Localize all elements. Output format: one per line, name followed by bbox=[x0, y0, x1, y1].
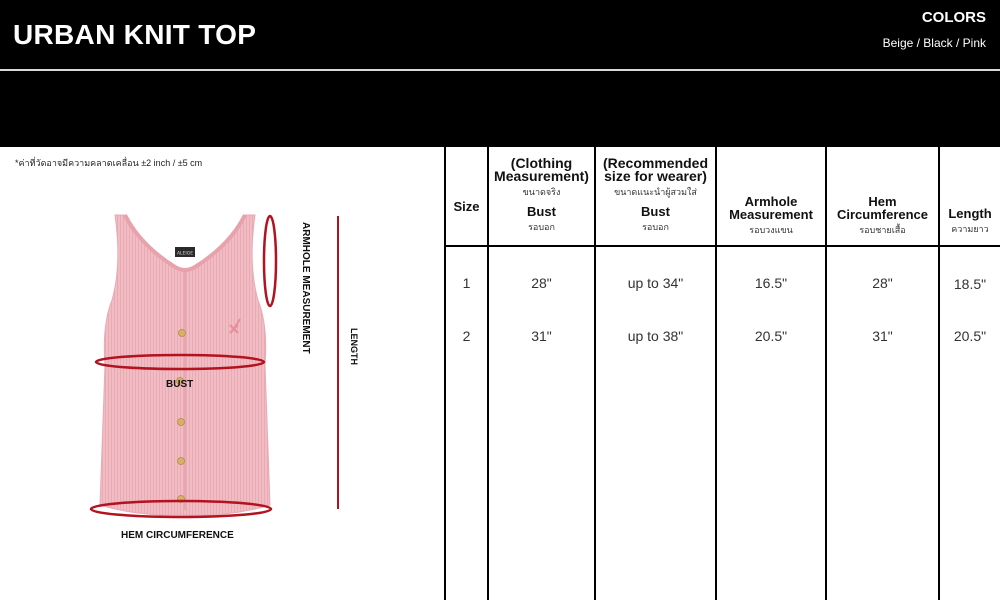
header-size bbox=[446, 200, 487, 213]
row-rec-bust: up to 34" bbox=[627, 275, 684, 291]
row-bust: 28" bbox=[531, 275, 552, 291]
row-hem: 31" bbox=[872, 328, 893, 344]
row-length: 18.5" bbox=[953, 276, 987, 292]
row-armhole: 16.5" bbox=[754, 275, 788, 291]
header-hem-label: Hem Circumference bbox=[836, 194, 929, 222]
header-bust bbox=[489, 157, 594, 234]
header-bust-label: Bust bbox=[527, 204, 556, 219]
row-size: 1 bbox=[462, 275, 471, 291]
header-rec-group: (Recommended size for wearer) bbox=[602, 155, 709, 184]
header-length-label: Length bbox=[948, 206, 992, 221]
bust-marker bbox=[96, 355, 264, 369]
header-rec-bust-th: รอบอก bbox=[642, 222, 669, 232]
length-label: LENGTH bbox=[349, 328, 359, 365]
header-armhole bbox=[717, 195, 825, 237]
measurement-note: *ค่าที่วัดอาจมีความคลาดเคลื่อน ±2 inch / ±5 cm bbox=[15, 158, 203, 168]
hem-label: HEM CIRCUMFERENCE bbox=[121, 530, 234, 541]
header-hem bbox=[827, 195, 938, 237]
header-armhole-th: รอบวงแขน bbox=[749, 225, 793, 235]
header-length-th: ความยาว bbox=[951, 224, 989, 234]
page-title: URBAN KNIT TOP bbox=[13, 19, 257, 50]
header-rec-group-th: ขนาดแนะนำผู้สวมใส่ bbox=[614, 187, 697, 197]
row-length: 20.5" bbox=[953, 328, 987, 344]
header-rec-bust-label: Bust bbox=[641, 204, 670, 219]
header-size-label: Size bbox=[453, 199, 480, 214]
header-armhole-label: Armhole Measurement bbox=[729, 194, 813, 222]
brand-tag-text: ALEIGE bbox=[176, 251, 194, 257]
header-hem-th: รอบชายเสื้อ bbox=[859, 225, 906, 235]
armhole-label-line2: MEASUREMENT bbox=[300, 275, 311, 354]
bust-label: BUST bbox=[166, 379, 194, 390]
header-rec-bust bbox=[596, 157, 715, 234]
header-bust-group-th: ขนาดจริง bbox=[522, 187, 561, 197]
row-rec-bust: up to 38" bbox=[627, 328, 684, 344]
armhole-label-line1: ARMHOLE bbox=[300, 222, 311, 273]
colors-value: Beige / Black / Pink bbox=[882, 36, 986, 50]
colors-label: COLORS bbox=[921, 9, 986, 26]
header-length bbox=[940, 207, 1000, 236]
header-bust-th: รอบอก bbox=[528, 222, 555, 232]
header-bust-group: (Clothing Measurement) bbox=[494, 155, 589, 184]
armhole-marker bbox=[264, 216, 276, 306]
row-armhole: 20.5" bbox=[754, 328, 788, 344]
row-hem: 28" bbox=[872, 275, 893, 291]
hem-marker bbox=[91, 501, 271, 517]
armhole-label bbox=[285, 222, 311, 354]
row-bust: 31" bbox=[531, 328, 552, 344]
row-size: 2 bbox=[462, 328, 471, 344]
